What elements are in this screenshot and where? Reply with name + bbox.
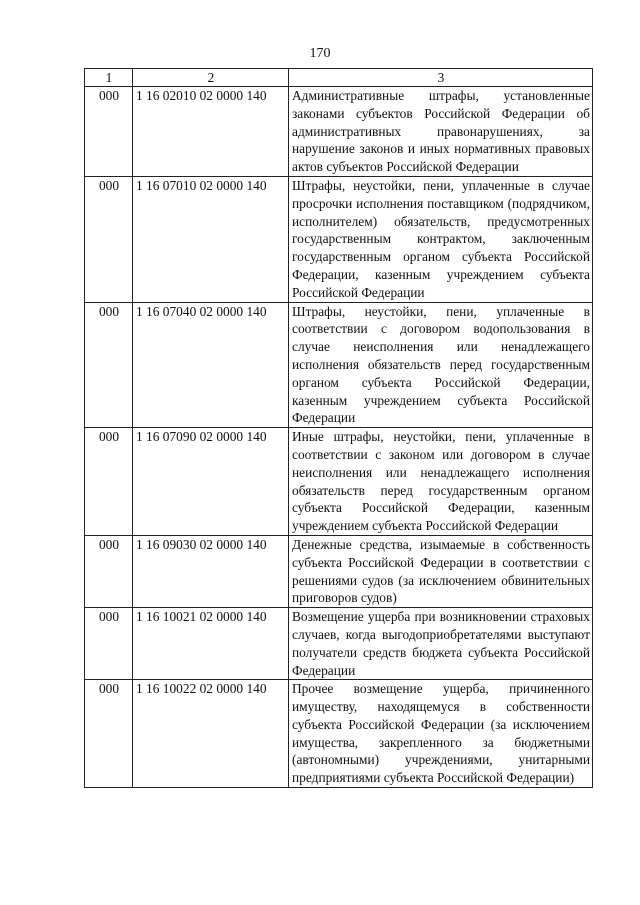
description-cell: Прочее возмещение ущерба, причиненного имуществу, находящемуся в собственности субъекта Российской Федерации (за исключением имущества, закрепленного за бюджетными (автономными) учреждениями, унитарными предприятиями субъекта Российской Федерации) (289, 680, 593, 788)
admin-code-cell: 000 (85, 176, 133, 302)
description-cell: Административные штрафы, установленные законами субъектов Российской Федерации об административных правонарушениях, за нарушение законов и иных нормативных правовых актов субъектов Российской Федерации (289, 87, 593, 177)
budget-revenue-table (84, 68, 593, 788)
table-row (85, 608, 593, 680)
table-row (85, 680, 593, 788)
table-row (85, 176, 593, 302)
description-cell: Штрафы, неустойки, пени, уплаченные в соответствии с договором водопользования в случае неисполнения или ненадлежащего исполнения обязательств перед государственным органом субъекта Российской Федерации, казенным учреждением субъекта Российской Федерации (289, 302, 593, 428)
kbk-code-cell: 1 16 10022 02 0000 140 (133, 680, 289, 788)
admin-code-cell: 000 (85, 302, 133, 428)
description-cell: Иные штрафы, неустойки, пени, уплаченные в соответствии с законом или договором в случае неисполнения или ненадлежащего исполнения обязательств перед государственным органом субъекта Российской Федерации, казенным учреждением субъекта Российской Федерации (289, 428, 593, 536)
table-row (85, 428, 593, 536)
kbk-code-cell: 1 16 10021 02 0000 140 (133, 608, 289, 680)
kbk-code-cell: 1 16 07090 02 0000 140 (133, 428, 289, 536)
admin-code-cell: 000 (85, 535, 133, 607)
column-header-2: 2 (133, 69, 289, 87)
table-header-row (85, 69, 593, 87)
description-cell: Возмещение ущерба при возникновении страховых случаев, когда выгодоприобретателями выступают получатели средств бюджета субъекта Российской Федерации (289, 608, 593, 680)
admin-code-cell: 000 (85, 608, 133, 680)
kbk-code-cell: 1 16 07010 02 0000 140 (133, 176, 289, 302)
table-row (85, 87, 593, 177)
table-row (85, 302, 593, 428)
kbk-code-cell: 1 16 09030 02 0000 140 (133, 535, 289, 607)
description-cell: Денежные средства, изымаемые в собственность субъекта Российской Федерации в соответствии с решениями судов (за исключением обвинительных приговоров судов) (289, 535, 593, 607)
column-header-1: 1 (85, 69, 133, 87)
column-header-3: 3 (289, 69, 593, 87)
kbk-code-cell: 1 16 07040 02 0000 140 (133, 302, 289, 428)
description-cell: Штрафы, неустойки, пени, уплаченные в случае просрочки исполнения поставщиком (подрядчиком, исполнителем) обязательств, предусмотренных государственным контрактом, заключенным государственным органом субъекта Российской Федерации, казенным учреждением субъекта Российской Федерации (289, 176, 593, 302)
page-number: 170 (309, 46, 331, 61)
table-row (85, 535, 593, 607)
admin-code-cell: 000 (85, 87, 133, 177)
admin-code-cell: 000 (85, 680, 133, 788)
kbk-code-cell: 1 16 02010 02 0000 140 (133, 87, 289, 177)
admin-code-cell: 000 (85, 428, 133, 536)
